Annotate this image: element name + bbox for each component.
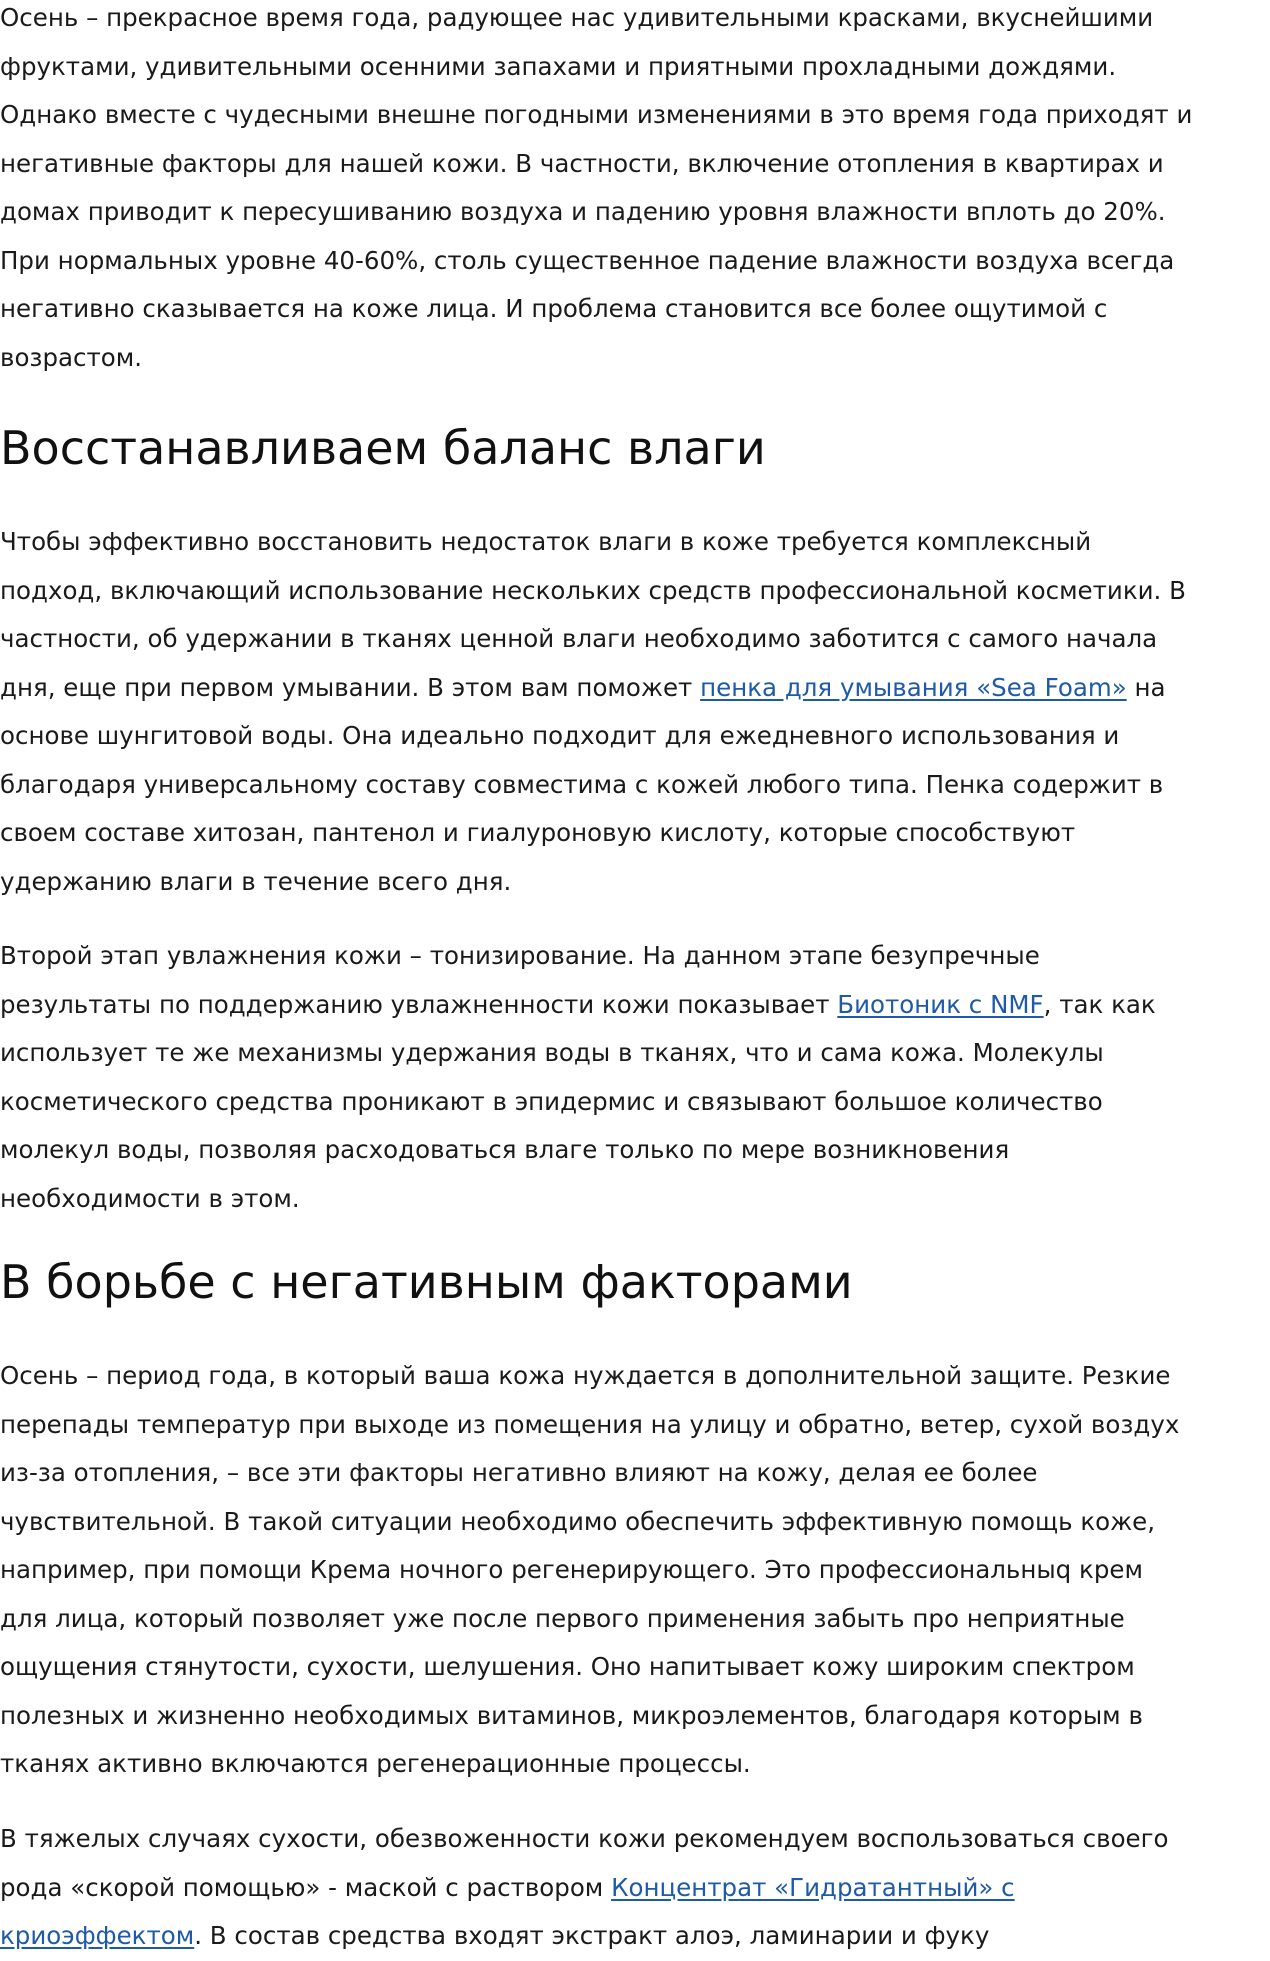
text-line: Осень – прекрасное время года, радующее нас удивительными красками, вкуснейшими xyxy=(0,3,1154,32)
text-line: домах приводит к пересушиванию воздуха и падению уровня влажности вплоть до 20%. xyxy=(0,197,1166,226)
text-line: Осень – период года, в который ваша кожа нуждается в дополнительной защите. Резкие xyxy=(0,1361,1171,1390)
sea-foam-product-link[interactable]: пенка для умывания «Sea Foam» xyxy=(700,672,1127,702)
heading-restore-moisture: Восстанавливаем баланс влаги xyxy=(0,421,766,475)
text-line: Чтобы эффективно восстановить недостаток влаги в коже требуется комплексный xyxy=(0,527,1092,556)
text-line xyxy=(0,1864,1169,1913)
paragraph-autumn-intro xyxy=(0,0,1192,382)
paragraph-protection xyxy=(0,1352,1179,1789)
text-line: Второй этап увлажнения кожи – тонизирование. На данном этапе безупречные xyxy=(0,941,1040,970)
paragraph-moisture-approach xyxy=(0,518,1186,906)
text-fragment: на xyxy=(1126,672,1166,702)
text-line: полезных и жизненно необходимых витаминов, микроэлементов, благодаря которым в xyxy=(0,1700,1143,1730)
text-line: например, при помощи Крема ночного регенерирующего. Это профессиональныq крем xyxy=(0,1555,1143,1584)
paragraph-first-aid-mask xyxy=(0,1815,1169,1961)
text-line: перепады температур при выходе из помещения на улицу и обратно, ветер, сухой воздух xyxy=(0,1409,1180,1439)
text-line: При нормальных уровне 40-60%, столь существенное падение влажности воздуха всегда xyxy=(0,245,1175,275)
hydrating-concentrate-link[interactable]: Концентрат «Гидратантный» с xyxy=(611,1872,1015,1902)
text-line: косметического средства проникают в эпидермис и связывают большое количество xyxy=(0,1086,1103,1116)
text-fragment: рода «скорой помощью» - маской с раствором xyxy=(0,1872,612,1902)
biotonic-nmf-product-link[interactable]: Биотоник с NMF xyxy=(837,989,1044,1019)
paragraph-toning xyxy=(0,932,1156,1223)
heading-negative-factors: В борьбе с негативным факторами xyxy=(0,1255,853,1309)
text-line: негативные факторы для нашей кожи. В частности, включение отопления в квартирах и xyxy=(0,148,1164,178)
text-line: из-за отопления, – все эти факторы негативно влияют на кожу, делая ее более xyxy=(0,1458,1038,1487)
text-line: использует те же механизмы удержания воды в тканях, что и сама кожа. Молекулы xyxy=(0,1038,1104,1067)
text-line: благодаря универсальному составу совместима с кожей любого типа. Пенка содержит в xyxy=(0,769,1164,799)
text-line: фруктами, удивительными осенними запахами и приятными прохладными дождями. xyxy=(0,51,1117,81)
text-line: молекул воды, позволяя расходоваться влаге только по мере возникновения xyxy=(0,1135,1010,1164)
text-line: удержанию влаги в течение всего дня. xyxy=(0,866,512,896)
text-fragment: результаты по поддержанию увлажненности кожи показывает xyxy=(0,989,838,1019)
text-line: своем составе хитозан, пантенол и гиалуроновую кислоту, которые способствуют xyxy=(0,818,1076,847)
text-line: для лица, который позволяет уже после первого применения забыть про неприятные xyxy=(0,1603,1125,1633)
text-line: чувствительной. В такой ситуации необходимо обеспечить эффективную помощь коже, xyxy=(0,1506,1156,1536)
text-line xyxy=(0,1912,1169,1961)
text-line xyxy=(0,664,1186,713)
text-line: тканях активно включаются регенерационные процессы. xyxy=(0,1749,751,1778)
text-fragment: дня, еще при первом умывании. В этом вам поможет xyxy=(0,672,701,702)
text-line: ощущения стянутости, сухости, шелушения. Оно напитывает кожу широким спектром xyxy=(0,1652,1135,1681)
text-fragment: , так как xyxy=(1043,989,1156,1019)
text-line: подход, включающий использование нескольких средств профессиональной косметики. В xyxy=(0,575,1186,605)
text-line: необходимости в этом. xyxy=(0,1183,300,1213)
hydrating-concentrate-link-continued[interactable]: криоэффектом xyxy=(0,1921,195,1950)
text-line: возрастом. xyxy=(0,342,143,372)
text-line: Однако вместе с чудесными внешне погодными изменениями в это время года приходят и xyxy=(0,100,1193,129)
text-line: В тяжелых случаях сухости, обезвоженности кожи рекомендуем воспользоваться своего xyxy=(0,1824,1169,1853)
text-line: основе шунгитовой воды. Она идеально подходит для ежедневного использования и xyxy=(0,721,1120,750)
text-line: негативно сказывается на коже лица. И проблема становится все более ощутимой с xyxy=(0,294,1108,323)
text-fragment: . В состав средства входят экстракт алоэ, ламинарии и фуку xyxy=(194,1921,990,1950)
text-line xyxy=(0,981,1156,1030)
text-line: частности, об удержании в тканях ценной влаги необходимо заботится с самого начала xyxy=(0,624,1158,653)
